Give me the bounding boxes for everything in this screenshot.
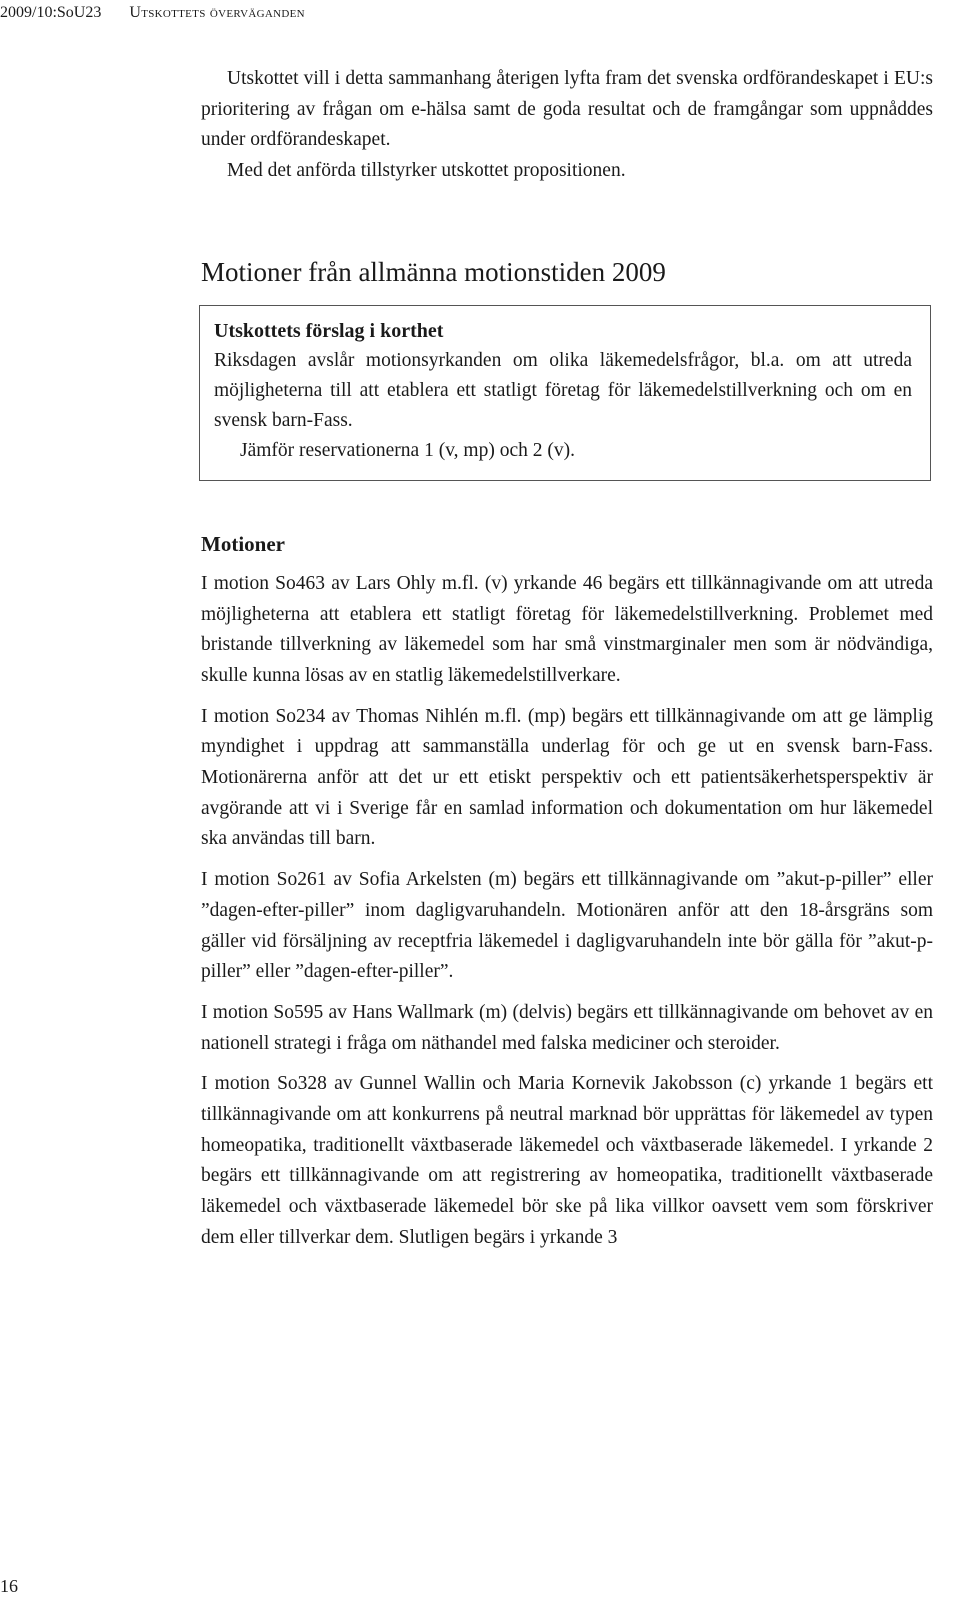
document-id: 2009/10:SoU23 — [0, 4, 102, 21]
motion-paragraph: I motion So463 av Lars Ohly m.fl. (v) yrkande 46 begärs ett tillkännagivande om att utreda möjligheterna att etablera ett statligt företag för läkemedelstillverkning. Problemet med bristande tillverkning av läkemedel som har små vinstmarginaler men som är nödvändiga, skulle kunna lösas av en statlig läkemedelstillverkare. — [201, 572, 933, 686]
motion-paragraph: I motion So328 av Gunnel Wallin och Maria Kornevik Jakobsson (c) yrkande 1 begärs ett tillkännagivande om att konkurrens på neutral marknad bör upprättas för läkemedel av typen homeopatika, traditionellt växtbaserade läkemedel och växtbaserade läkemedel. I yrkande 2 begärs ett tillkännagivande om att registrering av homeopatika, traditionellt växtbaserade läkemedel och växtbaserade läkemedel bör ske på lika villkor oavsett vem som förskriver dem eller tillverkar dem. Slutligen begärs i yrkande 3 — [201, 1073, 933, 1248]
section-title: Utskottets överväganden — [129, 4, 305, 21]
motions-heading: Motioner — [201, 531, 285, 556]
page-number: 16 — [0, 1576, 18, 1596]
summary-text: Riksdagen avslår motionsyrkanden om olika läkemedelsfrågor, bl.a. om att utreda möjligheterna till att etablera ett statligt företag för läkemedelstillverkning och om en svensk barn-Fass. — [214, 349, 912, 431]
page-body — [201, 64, 933, 1254]
summary-box — [199, 305, 931, 481]
summary-reservations: Jämför reservationerna 1 (v, mp) och 2 (v). — [240, 439, 575, 461]
running-header — [0, 3, 305, 23]
intro-conclusion: Med det anförda tillstyrker utskottet propositionen. — [227, 160, 626, 182]
motion-paragraph: I motion So234 av Thomas Nihlén m.fl. (mp) begärs ett tillkännagivande om att ge lämplig myndighet i uppdrag att sammanställa underlag för och ge ut en svensk barn-Fass. Motionärerna anför att det ur ett etiskt perspektiv och ett patientsäkerhetsperspektiv är avgörande att vi i Sverige får en samlad information och dokumentation om hur läkemedel ska användas till barn. — [201, 705, 933, 850]
summary-title: Utskottets förslag i korthet — [214, 319, 444, 342]
motion-paragraph: I motion So261 av Sofia Arkelsten (m) begärs ett tillkännagivande om ”akut-p-piller” eller ”dagen-efter-piller” inom dagligvaruhandeln. Motionären anför att den 18-årsgräns som gäller vid försäljning av receptfria läkemedel i dagligvaruhandeln inte bör gälla för ”akut-p-piller” eller ”dagen-efter-piller”. — [201, 869, 933, 983]
intro-paragraph: Utskottet vill i detta sammanhang återigen lyfta fram det svenska ordförandeskapet i EU:s prioritering av frågan om e-hälsa samt de goda resultat och de framgångar som uppnåddes under ordförandeskapet. — [201, 68, 933, 151]
section-heading: Motioner från allmänna motionstiden 2009 — [201, 256, 666, 287]
motion-paragraph: I motion So595 av Hans Wallmark (m) (delvis) begärs ett tillkännagivande om behovet av en nationell strategi i fråga om näthandel med falska mediciner och steroider. — [201, 1001, 933, 1054]
